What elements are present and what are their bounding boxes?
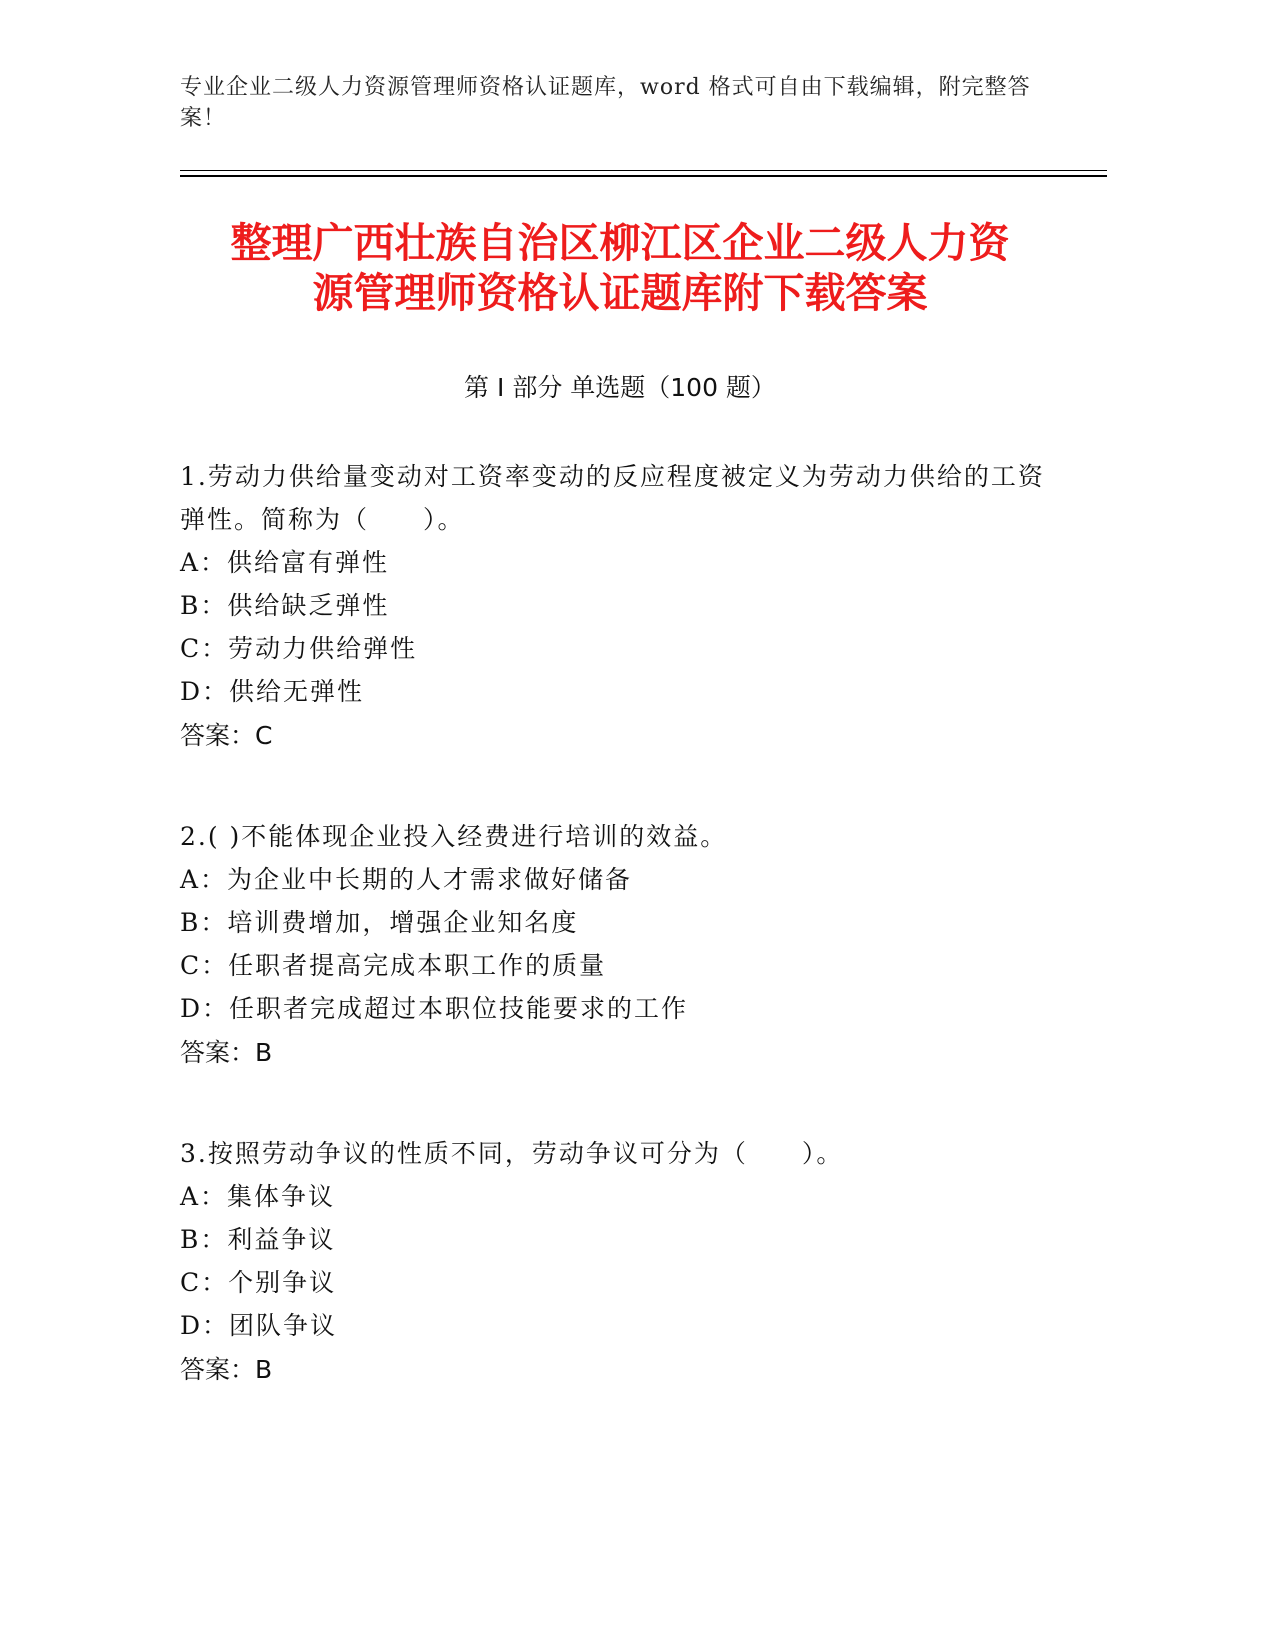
question-list bbox=[180, 455, 1060, 1449]
question-2 bbox=[180, 815, 1060, 1074]
option-d: D：团队争议 bbox=[180, 1311, 338, 1340]
section-heading: 第 I 部分 单选题（100 题） bbox=[464, 373, 776, 402]
answer: 答案：B bbox=[180, 1355, 273, 1384]
option-c: C：个别争议 bbox=[180, 1268, 337, 1297]
answer: 答案：C bbox=[180, 721, 273, 750]
option-a: A：集体争议 bbox=[180, 1182, 336, 1211]
question-3 bbox=[180, 1132, 1060, 1391]
question-stem: 2.( )不能体现企业投入经费进行培训的效益。 bbox=[180, 822, 728, 851]
option-a: A：供给富有弹性 bbox=[180, 548, 390, 577]
question-1 bbox=[180, 455, 1060, 757]
document-title-line-2: 源管理师资格认证题库附下载答案 bbox=[312, 269, 928, 317]
header-divider-thick bbox=[180, 175, 1107, 177]
header-divider-thin bbox=[180, 170, 1107, 171]
option-b: B：培训费增加，增强企业知名度 bbox=[180, 908, 579, 937]
document-header-note: 专业企业二级人力资源管理师资格认证题库，word 格式可自由下载编辑，附完整答案！ bbox=[180, 75, 1031, 131]
option-b: B：供给缺乏弹性 bbox=[180, 591, 390, 620]
option-c: C：任职者提高完成本职工作的质量 bbox=[180, 951, 607, 980]
option-c: C：劳动力供给弹性 bbox=[180, 634, 418, 663]
option-d: D：任职者完成超过本职位技能要求的工作 bbox=[180, 994, 689, 1023]
option-b: B：利益争议 bbox=[180, 1225, 336, 1254]
question-stem: 1.劳动力供给量变动对工资率变动的反应程度被定义为劳动力供给的工资弹性。简称为（ ）。 bbox=[180, 462, 1045, 534]
option-a: A：为企业中长期的人才需求做好储备 bbox=[180, 865, 633, 894]
option-d: D：供给无弹性 bbox=[180, 677, 365, 706]
question-stem: 3.按照劳动争议的性质不同，劳动争议可分为（ ）。 bbox=[180, 1139, 844, 1168]
document-title bbox=[180, 218, 1060, 318]
answer: 答案：B bbox=[180, 1038, 273, 1067]
document-title-line-1: 整理广西壮族自治区柳江区企业二级人力资 bbox=[230, 219, 1010, 267]
